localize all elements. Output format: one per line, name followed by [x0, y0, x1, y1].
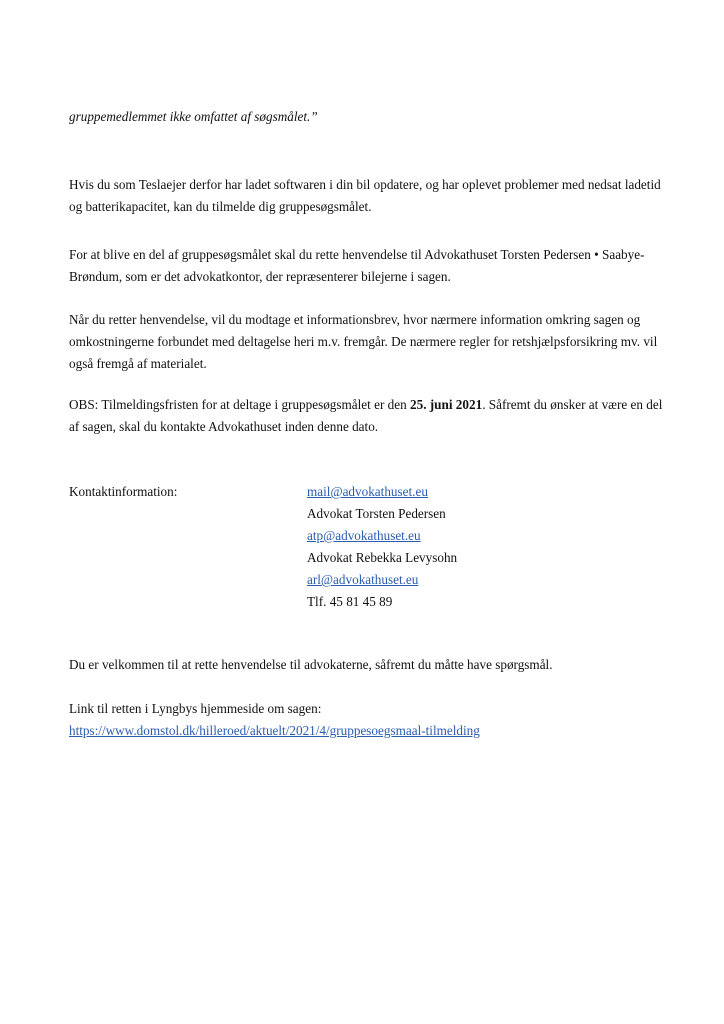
lawyer1-name: Advokat Torsten Pedersen — [307, 506, 446, 521]
general-email-link[interactable]: mail@advokathuset.eu — [307, 484, 428, 499]
deadline-text-after: . Såfremt du ønsker at være en del af sagen, skal du kontakte Advokathuset inden denne dato. — [69, 397, 663, 434]
paragraph-deadline — [69, 394, 669, 438]
deadline-date: 25. juni 2021 — [410, 397, 483, 412]
court-link[interactable]: https://www.domstol.dk/hilleroed/aktuelt/2021/4/gruppesoegsmaal-tilmelding — [69, 723, 480, 738]
quote-ending: gruppemedlemmet ikke omfattet af søgsmålet.” — [69, 109, 318, 124]
paragraph-information-letter: Når du retter henvendelse, vil du modtage et informationsbrev, hvor nærmere information omkring sagen og omkostningerne forbundet med deltagelse heri m.v. fremgår. De nærmere regler for retshjælpsforsikring mv. vil også fremgå af materialet. — [69, 312, 658, 371]
lawyer1-email-link[interactable]: atp@advokathuset.eu — [307, 528, 421, 543]
link-intro: Link til retten i Lyngbys hjemmeside om sagen: — [69, 701, 322, 716]
contact-label: Kontaktinformation: — [69, 484, 178, 499]
phone-number: Tlf. 45 81 45 89 — [307, 594, 393, 609]
lawyer2-email-link[interactable]: arl@advokathuset.eu — [307, 572, 419, 587]
paragraph-eligibility: Hvis du som Teslaejer derfor har ladet softwaren i din bil opdatere, og har oplevet problemer med nedsat ladetid og batterikapacitet, kan du tilmelde dig gruppesøgsmålet. — [69, 177, 661, 214]
lawyer2-name: Advokat Rebekka Levysohn — [307, 550, 458, 565]
paragraph-questions: Du er velkommen til at rette henvendelse til advokaterne, såfremt du måtte have spørgsmål. — [69, 657, 553, 672]
paragraph-registration: For at blive en del af gruppesøgsmålet skal du rette henvendelse til Advokathuset Torsten Pedersen • Saabye-Brøndum, som er det advokatkontor, der repræsenterer bilejerne i sagen. — [69, 247, 645, 284]
deadline-text-before: OBS: Tilmeldingsfristen for at deltage i gruppesøgsmålet er den — [69, 397, 410, 412]
court-link-line — [69, 720, 669, 742]
contact-list — [307, 481, 457, 613]
